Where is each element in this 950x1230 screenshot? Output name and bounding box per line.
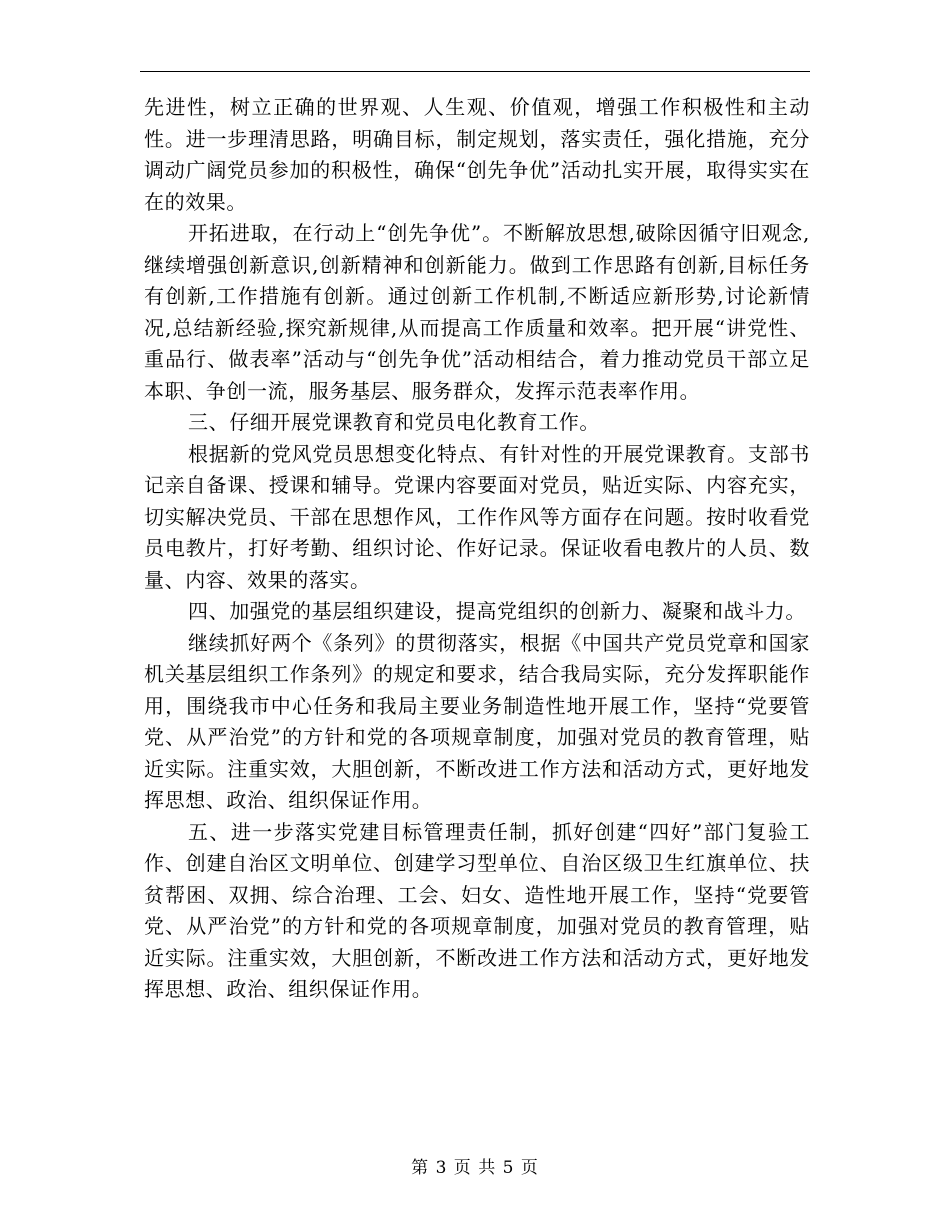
- section-heading-five: 五、进一步落实党建目标管理责任制，抓好创建“四好”部门复验工作、创建自治区文明单位、创建学习型单位、自治区级卫生红旗单位、扶贫帮困、双拥、综合治理、工会、妇女、造性地开展工作，坚持“党要管党、从严治党”的方针和党的各项规章制度，加强对党员的教育管理，贴近实际。注重实效，大胆创新，不断改进工作方法和活动方式，更好地发挥思想、政治、组织保证作用。: [144, 819, 810, 1001]
- paragraph-party-education: 根据新的党风党员思想变化特点、有针对性的开展党课教育。支部书记亲自备课、授课和辅导。党课内容要面对党员，贴近实际、内容充实，切实解决党员、干部在思想作风，工作作风等方面存在问题。按时收看党员电教片，打好考勤、组织讨论、作好记录。保证收看电教片的人员、数量、内容、效果的落实。: [144, 441, 810, 592]
- page-number: 第 3 页 共 5 页: [411, 1158, 539, 1178]
- paragraph-continuation: 先进性，树立正确的世界观、人生观、价值观，增强工作积极性和主动性。进一步理清思路，明确目标，制定规划，落实责任，强化措施，充分调动广阔党员参加的积极性，确保“创先争优”活动扎实开展，取得实实在在的效果。: [144, 95, 810, 214]
- document-body: [144, 92, 810, 1006]
- section-heading-three: 三、仔细开展党课教育和党员电化教育工作。: [188, 410, 600, 434]
- header-rule: [140, 71, 810, 72]
- paragraph-organization: 继续抓好两个《条列》的贯彻落实，根据《中国共产党员党章和国家机关基层组织工作条列》的规定和要求，结合我局实际，充分发挥职能作用，围绕我市中心任务和我局主要业务制造性地开展工作，坚持“党要管党、从严治党”的方针和党的各项规章制度，加强对党员的教育管理，贴近实际。注重实效，大胆创新，不断改进工作方法和活动方式，更好地发挥思想、政治、组织保证作用。: [144, 630, 810, 812]
- section-heading-four: 四、加强党的基层组织建设，提高党组织的创新力、凝聚和战斗力。: [188, 599, 806, 623]
- paragraph-innovation: 开拓进取，在行动上“创先争优”。不断解放思想,破除因循守旧观念,继续增强创新意识,创新精神和创新能力。做到工作思路有创新,目标任务有创新,工作措施有创新。通过创新工作机制,不断适应新形势,讨论新情况,总结新经验,探究新规律,从而提高工作质量和效率。把开展“讲党性、重品行、做表率”活动与“创先争优”活动相结合，着力推动党员干部立足本职、争创一流，服务基层、服务群众，发挥示范表率作用。: [144, 221, 810, 403]
